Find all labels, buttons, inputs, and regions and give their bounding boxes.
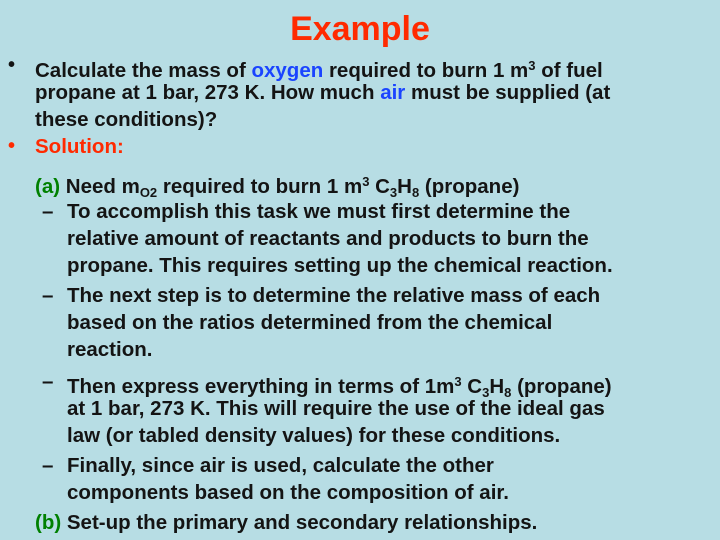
dash-3-line-3: law (or tabled density values) for these conditions. bbox=[67, 424, 561, 447]
oxygen-highlight: oxygen bbox=[251, 59, 324, 82]
part-a-label: (a) bbox=[35, 175, 61, 198]
dash-2-line-2: based on the ratios determined from the chemical bbox=[67, 311, 553, 334]
part-b-line bbox=[35, 509, 537, 536]
dash-2-line-1: The next step is to determine the relative mass of each bbox=[67, 284, 601, 307]
bullet-1-line-2 bbox=[35, 79, 610, 106]
text: Then express everything in terms of 1m bbox=[67, 375, 455, 398]
text: H bbox=[489, 375, 505, 398]
text: must be supplied (at bbox=[405, 81, 611, 104]
subscript: 8 bbox=[411, 185, 420, 200]
text: C bbox=[369, 175, 390, 198]
subscript: 8 bbox=[504, 385, 512, 400]
dash-marker: – bbox=[42, 200, 54, 223]
dash-4-line-2: components based on the composition of air. bbox=[67, 481, 509, 504]
text: (propane) bbox=[511, 375, 612, 398]
dash-marker: – bbox=[42, 454, 54, 477]
dash-marker: – bbox=[42, 284, 54, 307]
dash-2-line-3: reaction. bbox=[67, 338, 153, 361]
superscript: 3 bbox=[362, 174, 370, 189]
text: H bbox=[397, 175, 412, 198]
part-b-label: (b) bbox=[35, 511, 62, 534]
dash-4-line-1: Finally, since air is used, calculate the other bbox=[67, 454, 494, 477]
subscript: 3 bbox=[389, 185, 398, 200]
dash-3-line-2: at 1 bar, 273 K. This will require the use of the ideal gas bbox=[67, 397, 605, 420]
solution-label: Solution: bbox=[35, 135, 124, 158]
text: Need m bbox=[60, 175, 140, 198]
superscript: 3 bbox=[528, 58, 536, 73]
text: propane at 1 bar, 273 K. How much bbox=[35, 81, 381, 104]
subscript: 3 bbox=[482, 385, 490, 400]
text: C bbox=[461, 375, 483, 398]
dash-1-line-3: propane. This requires setting up the chemical reaction. bbox=[67, 254, 613, 277]
text: of fuel bbox=[535, 59, 603, 82]
dash-1-line-1: To accomplish this task we must first determine the bbox=[67, 200, 571, 223]
dash-1-line-2: relative amount of reactants and products to burn the bbox=[67, 227, 589, 250]
bullet-1-line-3: these conditions)? bbox=[35, 108, 218, 131]
text: (propane) bbox=[419, 175, 520, 198]
slide-title: Example bbox=[290, 10, 430, 48]
bullet-marker: • bbox=[8, 135, 16, 157]
text: Set-up the primary and secondary relationships. bbox=[61, 511, 538, 534]
air-highlight: air bbox=[380, 81, 406, 104]
text: required to burn 1 m bbox=[323, 59, 529, 82]
bullet-marker: • bbox=[8, 54, 16, 76]
subscript: O2 bbox=[139, 185, 158, 200]
dash-marker: – bbox=[42, 370, 54, 393]
text: Calculate the mass of bbox=[35, 59, 252, 82]
superscript: 3 bbox=[454, 374, 462, 389]
text: required to burn 1 m bbox=[157, 175, 363, 198]
